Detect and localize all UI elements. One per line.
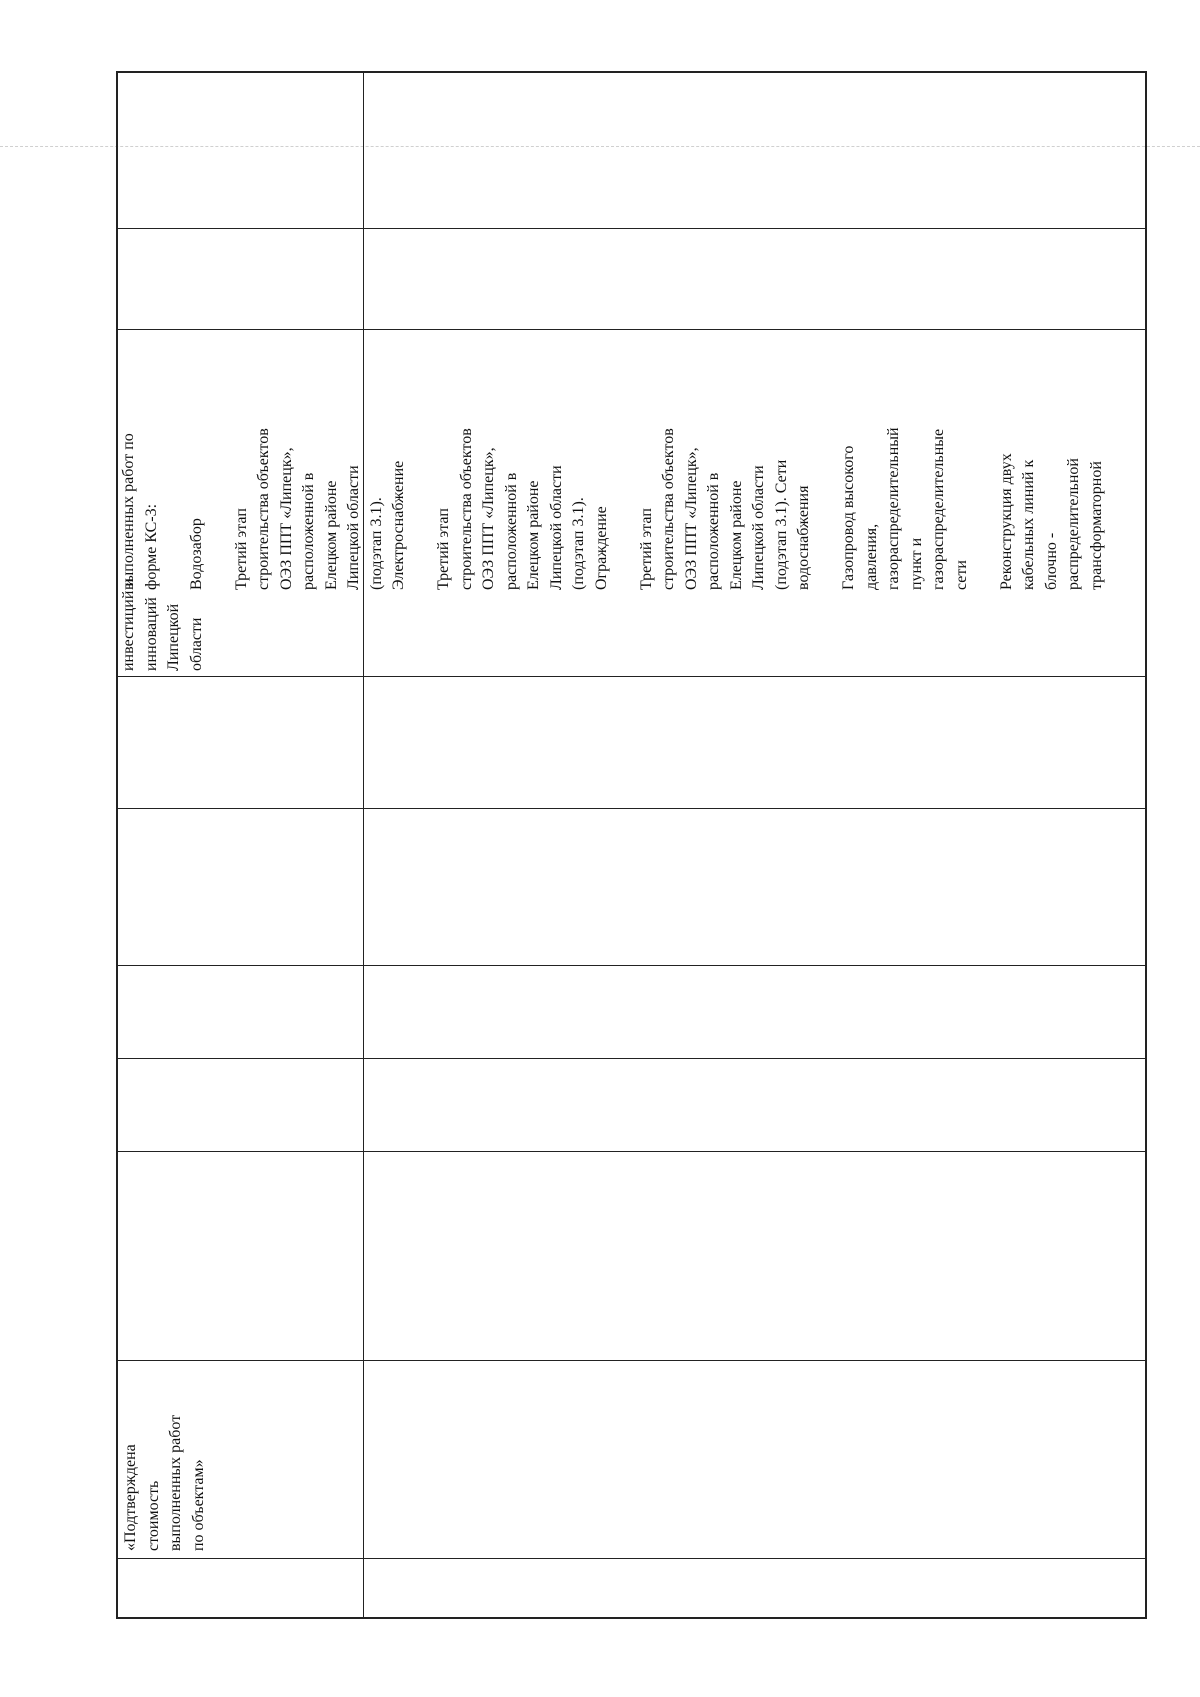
org-line-1: инвестиций и bbox=[120, 578, 137, 671]
org-line-4: области bbox=[187, 617, 205, 671]
org-line-3: Липецкой bbox=[165, 603, 182, 671]
object-line: блочно - bbox=[1042, 532, 1060, 590]
organization-cell bbox=[118, 578, 208, 671]
object-line: ОЭЗ ППТ «Липецк», bbox=[480, 447, 497, 590]
object-line: строительства объектов bbox=[457, 428, 475, 590]
object-line: строительства объектов bbox=[255, 428, 272, 590]
object-line: давления, bbox=[862, 523, 880, 590]
object-line: распределительной bbox=[1065, 458, 1082, 590]
objects-intro-line-1: выполненных работ по bbox=[120, 433, 137, 590]
table-line bbox=[118, 1151, 1145, 1152]
object-line: Реконструкция двух bbox=[997, 453, 1015, 590]
object-line: Елецком районе bbox=[322, 480, 340, 590]
header-line-1: «Подтверждена bbox=[122, 1444, 139, 1551]
object-line: Третий этап bbox=[232, 508, 250, 590]
object-water-intake: Водозабор bbox=[187, 518, 205, 590]
table-line bbox=[118, 228, 1145, 229]
object-line: (подэтап 3.1). bbox=[570, 497, 587, 590]
confirmation-label-cell bbox=[120, 1415, 210, 1551]
object-line: газораспределительные bbox=[930, 428, 947, 590]
org-line-2: инноваций bbox=[142, 597, 160, 671]
object-line: пункт и bbox=[907, 537, 925, 590]
object-line: сети bbox=[952, 560, 970, 590]
objects-cell bbox=[118, 427, 1108, 590]
object-line: газораспределительный bbox=[885, 427, 902, 590]
object-line: кабельных линий к bbox=[1020, 459, 1037, 590]
object-line: Третий этап bbox=[637, 508, 655, 590]
table-line bbox=[118, 329, 1145, 330]
object-line: (подэтап 3.1). Сети bbox=[772, 459, 790, 590]
object-line: ОЭЗ ППТ «Липецк», bbox=[682, 447, 700, 590]
object-line: расположенной в bbox=[502, 472, 520, 590]
document-table bbox=[116, 71, 1147, 1619]
object-line: Липецкой области bbox=[750, 465, 767, 590]
object-line: Елецком районе bbox=[727, 480, 745, 590]
object-line: Третий этап bbox=[435, 508, 452, 590]
object-line: Липецкой области bbox=[547, 465, 565, 590]
table-line bbox=[118, 1558, 1145, 1559]
object-line: ОЭЗ ППТ «Липецк», bbox=[277, 447, 295, 590]
table-line bbox=[118, 1058, 1145, 1059]
header-line-2: стоимость bbox=[144, 1480, 162, 1551]
object-line: Электроснабжение bbox=[390, 460, 407, 590]
objects-intro-line-2: форме КС-3: bbox=[142, 503, 160, 590]
object-line: трансформаторной bbox=[1087, 461, 1105, 590]
object-line: строительства объектов bbox=[660, 428, 677, 590]
object-line: Ограждение bbox=[592, 506, 610, 590]
table-line bbox=[118, 808, 1145, 809]
table-line bbox=[363, 73, 364, 1617]
object-line: Газопровод высокого bbox=[840, 445, 857, 590]
object-line: Елецком районе bbox=[525, 480, 542, 590]
header-line-3: выполненных работ bbox=[167, 1414, 184, 1551]
header-line-4: по объектам» bbox=[189, 1459, 207, 1551]
object-line: водоснабжения bbox=[795, 485, 812, 590]
table-line bbox=[118, 965, 1145, 966]
table-line bbox=[118, 1360, 1145, 1361]
object-line: расположенной в bbox=[705, 472, 722, 590]
object-line: Липецкой области bbox=[345, 465, 362, 590]
table-line bbox=[118, 676, 1145, 677]
object-line: расположенной в bbox=[300, 472, 317, 590]
object-line: (подэтап 3.1). bbox=[367, 497, 385, 590]
